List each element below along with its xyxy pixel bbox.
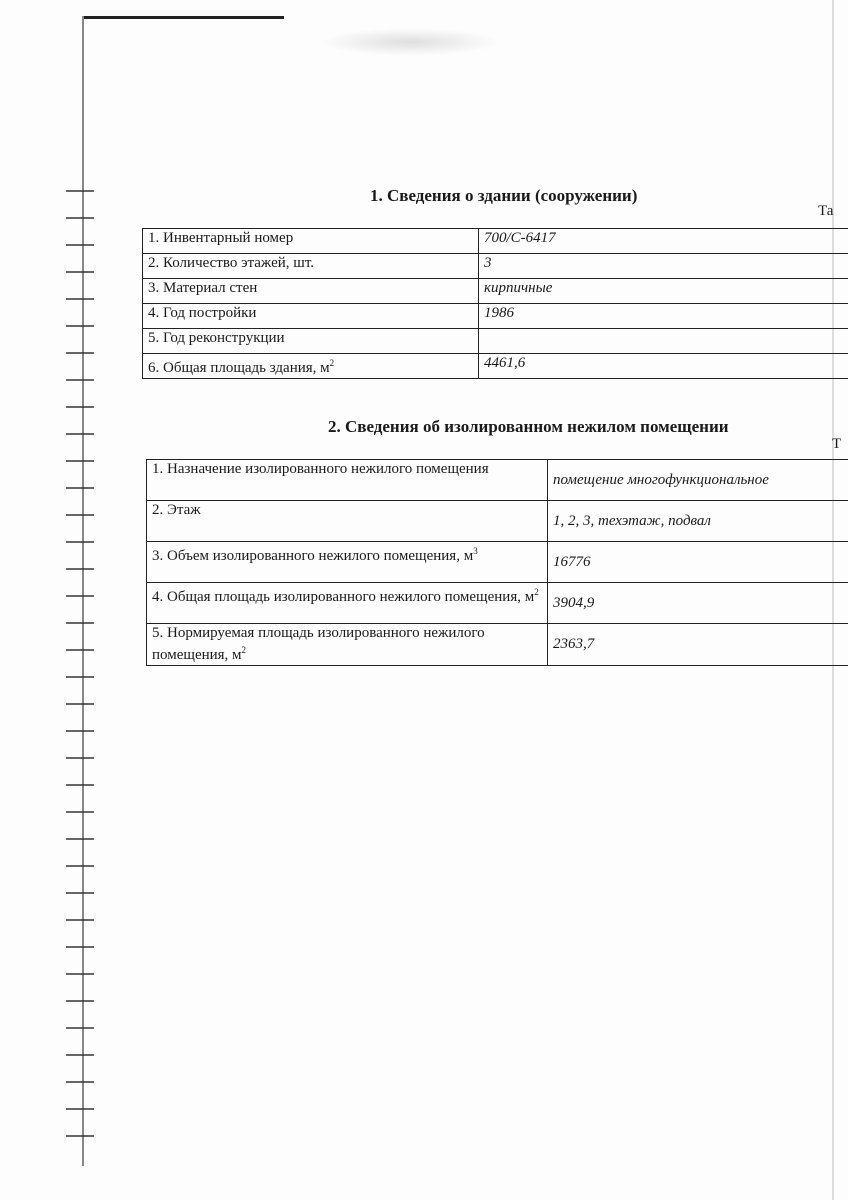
row-label: 3. Материал стен: [143, 279, 479, 304]
binding-tick: [66, 1135, 94, 1137]
binding-tick: [66, 757, 94, 759]
binding-tick: [66, 973, 94, 975]
binding-tick: [66, 1027, 94, 1029]
row-label: 2. Этаж: [147, 501, 548, 542]
binding-tick: [66, 865, 94, 867]
row-value: 3: [479, 254, 848, 279]
table-row: [147, 542, 848, 583]
binding-tick: [66, 703, 94, 705]
row-value: 1, 2, 3, техэтаж, подвал: [548, 501, 848, 542]
binding-tick: [66, 352, 94, 354]
table-row: [147, 583, 848, 624]
unit-superscript: 2: [534, 587, 539, 597]
binding-tick: [66, 433, 94, 435]
table-row: [143, 329, 848, 354]
table-row: [143, 229, 848, 254]
label-text: 4. Общая площадь изолированного нежилого помещения, м: [152, 589, 535, 605]
binding-tick: [66, 514, 94, 516]
row-value: 1986: [479, 304, 848, 329]
binding-tick: [66, 406, 94, 408]
binding-tick: [66, 244, 94, 246]
row-value: [479, 329, 848, 354]
binding-tick: [66, 271, 94, 273]
row-label: 1. Назначение изолированного нежилого помещения: [147, 460, 548, 501]
row-value: 700/С-6417: [479, 229, 848, 254]
section2-title: 2. Сведения об изолированном нежилом помещении: [328, 417, 729, 436]
binding-tick: [66, 811, 94, 813]
row-value: помещение многофункциональное: [548, 460, 848, 501]
row-label: 5. Год реконструкции: [143, 329, 479, 354]
row-value: кирпичные: [479, 279, 848, 304]
unit-superscript: 3: [473, 546, 478, 556]
row-label: [147, 542, 548, 583]
unit-superscript: 2: [329, 358, 335, 368]
row-label: 2. Количество этажей, шт.: [143, 254, 479, 279]
premises-info-table: [146, 459, 848, 666]
binding-tick: [66, 1081, 94, 1083]
binding-tick: [66, 298, 94, 300]
row-value: 4461,6: [479, 354, 848, 379]
table-row: [143, 304, 848, 329]
section1-title: 1. Сведения о здании (сооружении): [370, 186, 638, 205]
binding-tick: [66, 919, 94, 921]
binding-tick: [66, 1108, 94, 1110]
binding-tick: [66, 1000, 94, 1002]
binding-tick: [66, 676, 94, 678]
table-row: [143, 279, 848, 304]
binding-tick: [66, 460, 94, 462]
row-value: 3904,9: [548, 583, 848, 624]
row-label: 4. Год постройки: [143, 304, 479, 329]
table-row: [147, 460, 848, 501]
page-edge-top: [84, 16, 284, 19]
binding-tick: [66, 379, 94, 381]
row-label: [147, 624, 548, 666]
binding-tick: [66, 892, 94, 894]
binding-tick: [66, 784, 94, 786]
scan-smudge: [320, 28, 500, 56]
binding-tick: [66, 325, 94, 327]
binding-tick: [66, 487, 94, 489]
label-text: 5. Нормируемая площадь изолированного нежилого помещения, м: [152, 625, 485, 663]
table-row: [143, 254, 848, 279]
row-value: 2363,7: [548, 624, 848, 666]
binding-tick: [66, 838, 94, 840]
table-row: [147, 624, 848, 666]
binding-tick: [66, 595, 94, 597]
section1-table-label: Та: [818, 203, 834, 219]
unit-superscript: 2: [241, 645, 247, 655]
binding-tick: [66, 217, 94, 219]
table-row: [147, 501, 848, 542]
row-value: 16776: [548, 542, 848, 583]
binding-tick: [66, 190, 94, 192]
section2-table-label: Т: [832, 436, 842, 452]
table-row: [143, 354, 848, 379]
row-label: [143, 354, 479, 379]
binding-ticks: [66, 190, 106, 1150]
label-text: 6. Общая площадь здания, м: [148, 360, 330, 376]
binding-tick: [66, 946, 94, 948]
building-info-table: [142, 228, 848, 379]
binding-tick: [66, 568, 94, 570]
binding-tick: [66, 622, 94, 624]
row-label: [147, 583, 548, 624]
binding-tick: [66, 1054, 94, 1056]
binding-tick: [66, 541, 94, 543]
binding-tick: [66, 730, 94, 732]
binding-tick: [66, 649, 94, 651]
row-label: 1. Инвентарный номер: [143, 229, 479, 254]
label-text: 3. Объем изолированного нежилого помещения, м: [152, 548, 474, 564]
